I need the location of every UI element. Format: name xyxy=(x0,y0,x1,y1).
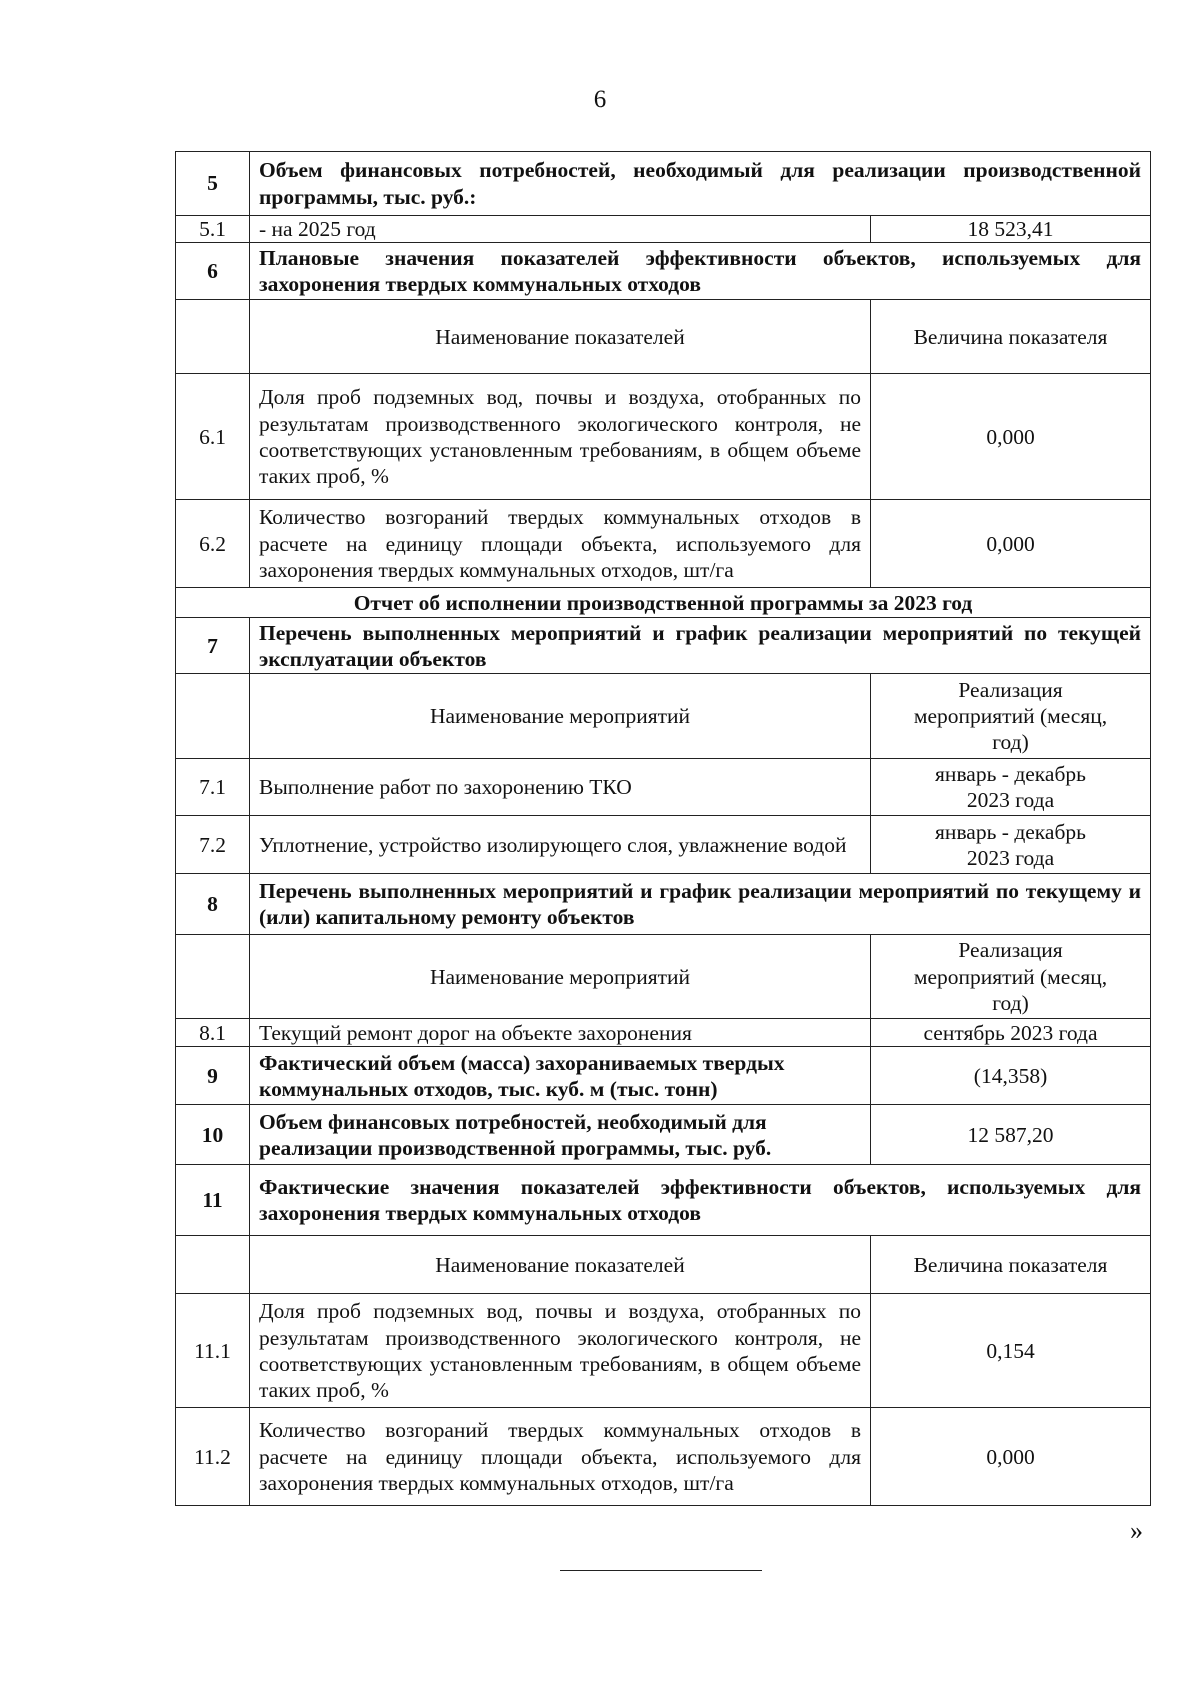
row-value: сентябрь 2023 года xyxy=(871,1019,1151,1047)
empty-cell xyxy=(176,300,250,374)
row-name: Количество возгораний твердых коммунальных отходов в расчете на единицу площади объекта, используемого для захоронения твердых коммунальных отходов, шт/га xyxy=(250,500,871,588)
section-10-row xyxy=(176,1105,1151,1165)
section-title: Перечень выполненных мероприятий и график реализации мероприятий по текущему и (или) капитальному ремонту объектов xyxy=(250,874,1151,935)
program-table xyxy=(175,151,1151,1506)
section-title: Фактические значения показателей эффективности объектов, используемых для захоронения твердых коммунальных отходов xyxy=(250,1165,1151,1236)
row-number: 8.1 xyxy=(176,1019,250,1047)
section-number: 9 xyxy=(176,1047,250,1105)
row-number: 11.2 xyxy=(176,1408,250,1506)
empty-cell xyxy=(176,935,250,1019)
report-heading: Отчет об исполнении производственной программы за 2023 год xyxy=(176,588,1151,618)
section-title: Объем финансовых потребностей, необходимый для реализации производственной программы, тыс. руб.: xyxy=(250,152,1151,216)
column-header-value: Величина показателя xyxy=(871,300,1151,374)
page-number: 6 xyxy=(593,86,607,113)
row-number: 7.1 xyxy=(176,759,250,816)
row-value: (14,358) xyxy=(871,1047,1151,1105)
row-value: январь - декабрь 2023 года xyxy=(871,816,1151,874)
row-value: 0,000 xyxy=(871,1408,1151,1506)
row-name: - на 2025 год xyxy=(250,216,871,243)
row-name: Уплотнение, устройство изолирующего слоя, увлажнение водой xyxy=(250,816,871,874)
row-number: 5.1 xyxy=(176,216,250,243)
row-value: 18 523,41 xyxy=(871,216,1151,243)
section-5-header-row xyxy=(176,152,1151,216)
section-number: 6 xyxy=(176,243,250,300)
section-8-header-row xyxy=(176,874,1151,935)
column-header-name: Наименование показателей xyxy=(250,300,871,374)
section-number: 11 xyxy=(176,1165,250,1236)
table-row xyxy=(176,1019,1151,1047)
row-name: Объем финансовых потребностей, необходимый для реализации производственной программы, тыс. руб. xyxy=(250,1105,871,1165)
section-9-row xyxy=(176,1047,1151,1105)
row-name: Выполнение работ по захоронению ТКО xyxy=(250,759,871,816)
empty-cell xyxy=(176,1236,250,1294)
column-header-name: Наименование мероприятий xyxy=(250,674,871,759)
table-row xyxy=(176,1408,1151,1506)
row-value: 0,154 xyxy=(871,1294,1151,1408)
column-header-value: Реализация мероприятий (месяц, год) xyxy=(871,674,1151,759)
column-header-row xyxy=(176,1236,1151,1294)
section-number: 7 xyxy=(176,618,250,674)
table-row xyxy=(176,759,1151,816)
row-name: Текущий ремонт дорог на объекте захоронения xyxy=(250,1019,871,1047)
column-header-value: Величина показателя xyxy=(871,1236,1151,1294)
table-row xyxy=(176,816,1151,874)
row-value: январь - декабрь 2023 года xyxy=(871,759,1151,816)
section-title: Перечень выполненных мероприятий и график реализации мероприятий по текущей эксплуатации объектов xyxy=(250,618,1151,674)
table-row xyxy=(176,374,1151,500)
row-name: Количество возгораний твердых коммунальных отходов в расчете на единицу площади объекта, используемого для захоронения твердых коммунальных отходов, шт/га xyxy=(250,1408,871,1506)
section-6-header-row xyxy=(176,243,1151,300)
section-number: 10 xyxy=(176,1105,250,1165)
row-number: 6.1 xyxy=(176,374,250,500)
row-name: Доля проб подземных вод, почвы и воздуха, отобранных по результатам производственного экологического контроля, не соответствующих установленным требованиям, в общем объеме таких проб, % xyxy=(250,1294,871,1408)
closing-quote: » xyxy=(1130,1516,1143,1545)
section-7-header-row xyxy=(176,618,1151,674)
table-row xyxy=(176,500,1151,588)
column-header-row xyxy=(176,935,1151,1019)
column-header-name: Наименование показателей xyxy=(250,1236,871,1294)
table-row xyxy=(176,1294,1151,1408)
section-11-header-row xyxy=(176,1165,1151,1236)
row-number: 6.2 xyxy=(176,500,250,588)
column-header-name: Наименование мероприятий xyxy=(250,935,871,1019)
footer-divider xyxy=(560,1570,762,1571)
row-value: 12 587,20 xyxy=(871,1105,1151,1165)
column-header-value: Реализация мероприятий (месяц, год) xyxy=(871,935,1151,1019)
column-header-row xyxy=(176,674,1151,759)
report-heading-row xyxy=(176,588,1151,618)
section-title: Плановые значения показателей эффективности объектов, используемых для захоронения твердых коммунальных отходов xyxy=(250,243,1151,300)
table-row xyxy=(176,216,1151,243)
row-value: 0,000 xyxy=(871,500,1151,588)
column-header-row xyxy=(176,300,1151,374)
row-value: 0,000 xyxy=(871,374,1151,500)
row-number: 11.1 xyxy=(176,1294,250,1408)
empty-cell xyxy=(176,674,250,759)
row-name: Фактический объем (масса) захораниваемых твердых коммунальных отходов, тыс. куб. м (тыс. тонн) xyxy=(250,1047,871,1105)
row-number: 7.2 xyxy=(176,816,250,874)
section-number: 8 xyxy=(176,874,250,935)
section-number: 5 xyxy=(176,152,250,216)
row-name: Доля проб подземных вод, почвы и воздуха, отобранных по результатам производственного экологического контроля, не соответствующих установленным требованиям, в общем объеме таких проб, % xyxy=(250,374,871,500)
